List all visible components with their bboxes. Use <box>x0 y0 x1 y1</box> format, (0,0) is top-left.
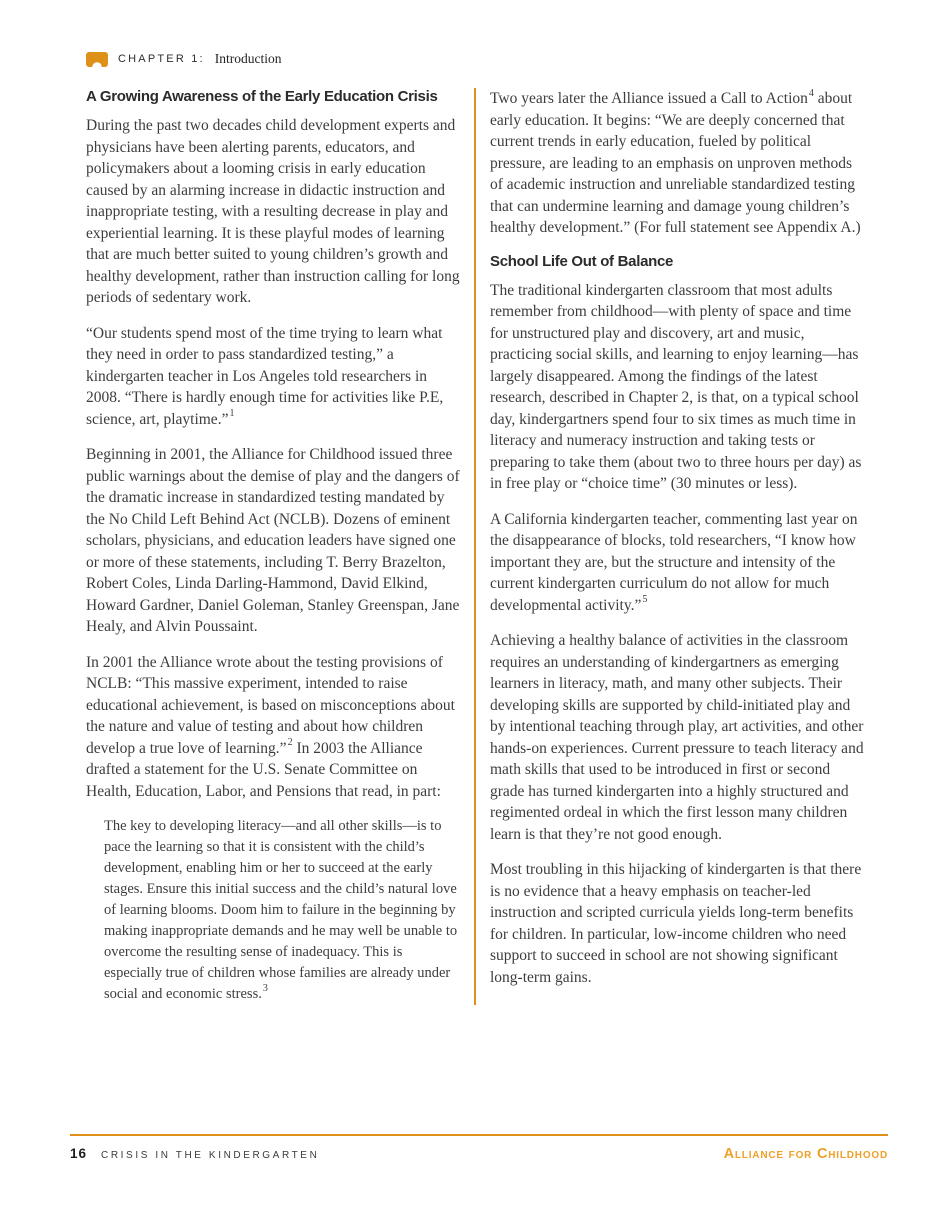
section-heading-balance: School Life Out of Balance <box>490 252 674 270</box>
footer-rule <box>70 1134 888 1136</box>
paragraph-students-quote <box>86 323 462 431</box>
section-heading-awareness: A Growing Awareness of the Early Education Crisis <box>86 88 438 105</box>
paragraph-alliance-warnings: Beginning in 2001, the Alliance for Childhood issued three public warnings about the demise of play and the dangers of the dramatic increase in standardized testing mandated by the No Child Left Behind Act (NCLB). Dozens of eminent scholars, physicians, and education leaders have signed one or more of these statements, including T. Berry Brazelton, Robert Coles, Linda Darling-Hammond, David Elkind, Howard Gardner, Daniel Goleman, Stanley Greenspan, Jane Healy, and Alvin Poussaint. <box>86 446 460 635</box>
blockquote-text: The key to developing literacy—and all other skills—is to pace the learning so that it is consistent with the child’s development, enabling him or her to succeed at the early stages. Ensure this initial success and the child’s natural love of learning blooms. Doom him to failure in the beginning by making inappropriate demands and he may well be unable to overcome the resulting sense of inadequacy. This is especially true of children whose families are already under social and economic stress. <box>104 818 458 1002</box>
column-divider-rule <box>474 88 476 1005</box>
paragraph-text: Two years later the Alliance issued a Call to Action <box>490 90 808 107</box>
footnote-ref-1: 1 <box>229 408 235 420</box>
footer-left <box>70 1146 319 1161</box>
footer-row <box>70 1146 888 1162</box>
paragraph-healthy-balance: Achieving a healthy balance of activities in the classroom requires an understanding of kindergartners as emerging learners in literacy, math, and many other subjects. Their developing skills are supported by child-initiated play and by intentional teaching through play, art activities, and other hands-on experiences. Current pressure to teach literacy and math skills that used to be introduced in first or second grade has turned kindergarten into a highly structured and regimented ordeal in which the first lesson many children learn is that they’re not good enough. <box>490 632 864 843</box>
paragraph-text: In 2001 the Alliance wrote about the testing provisions of NCLB: “This massive experiment, intended to raise educational achievement, is based on misconceptions about the nature and value of testing and about how children develop a true love of learning.” <box>86 653 455 757</box>
paragraph-text: In 2003 the Alliance drafted a statement for the U.S. Senate Committee on Health, Education, Labor, and Pensions that read, in part: <box>86 739 441 800</box>
blockquote-literacy-key <box>104 816 462 1005</box>
chapter-title: Introduction <box>214 51 282 66</box>
left-column <box>86 88 462 1005</box>
right-column <box>490 88 866 1005</box>
paragraph-text: about early education. It begins: “We are deeply concerned that current trends in early education, fueled by political pressure, are leading to an emphasis on unproven methods of academic instruction and unreliable standardized testing that can undermine learning and damage young children’s healthy development.” (For full statement see Appendix A.) <box>490 90 861 236</box>
footnote-ref-3: 3 <box>262 983 268 995</box>
page-footer <box>70 1134 888 1162</box>
paragraph-traditional-kindergarten: The traditional kindergarten classroom that most adults remember from childhood—with plenty of space and time for unstructured play and discovery, art and music, practicing social skills, and learning to enjoy learning—has largely disappeared. Among the findings of the latest research, described in Chapter 2, is that, on a typical school day, kindergartners spend four to six times as much time in literacy and numeracy instruction and taking tests or preparing to take them (about two to three hours per day) as in free play or “choice time” (30 minutes or less). <box>490 281 862 492</box>
footnote-ref-5: 5 <box>642 594 648 606</box>
two-column-layout <box>86 88 866 1005</box>
paragraph-text: “Our students spend most of the time trying to learn what they need in order to pass standardized testing,” a kindergarten teacher in Los Angeles told researchers in 2008. “There is hardly enough time for activities like P.E, science, art, playtime.” <box>86 324 444 428</box>
paragraph-most-troubling: Most troubling in this hijacking of kindergarten is that there is no evidence that a heavy emphasis on teacher-led instruction and scripted curricula yields long-term benefits for children. In particular, low-income children who need support to succeed in school are not showing significant long-term gains. <box>490 861 862 986</box>
paragraph-decades: During the past two decades child development experts and physicians have been alerting parents, educators, and policymakers about a looming crisis in early education caused by an alarming increase in didactic instruction and inappropriate testing, with a resulting decrease in play and experiential learning. It is these playful modes of learning that are much better suited to young children’s growth and healthy development, rather than instruction calling for long periods of sedentary work. <box>86 117 460 306</box>
page-number: 16 <box>70 1146 88 1161</box>
paragraph-call-to-action <box>490 88 866 239</box>
paragraph-california-teacher <box>490 509 866 617</box>
footnote-ref-2: 2 <box>287 737 293 749</box>
book-title: CRISIS IN THE KINDERGARTEN <box>101 1150 320 1161</box>
paragraph-text: A California kindergarten teacher, commenting last year on the disappearance of blocks, told researchers, “I know how important they are, but the structure and intensity of the current kindergarten curriculum do not allow for much developmental activity.” <box>490 510 858 614</box>
chapter-header <box>86 51 282 67</box>
publisher-wordmark: Alliance for Childhood <box>723 1146 888 1162</box>
footnote-ref-4: 4 <box>808 87 814 99</box>
chapter-label: CHAPTER 1: <box>118 53 205 65</box>
arch-logo-icon <box>86 52 108 67</box>
paragraph-testing-provisions <box>86 652 462 803</box>
